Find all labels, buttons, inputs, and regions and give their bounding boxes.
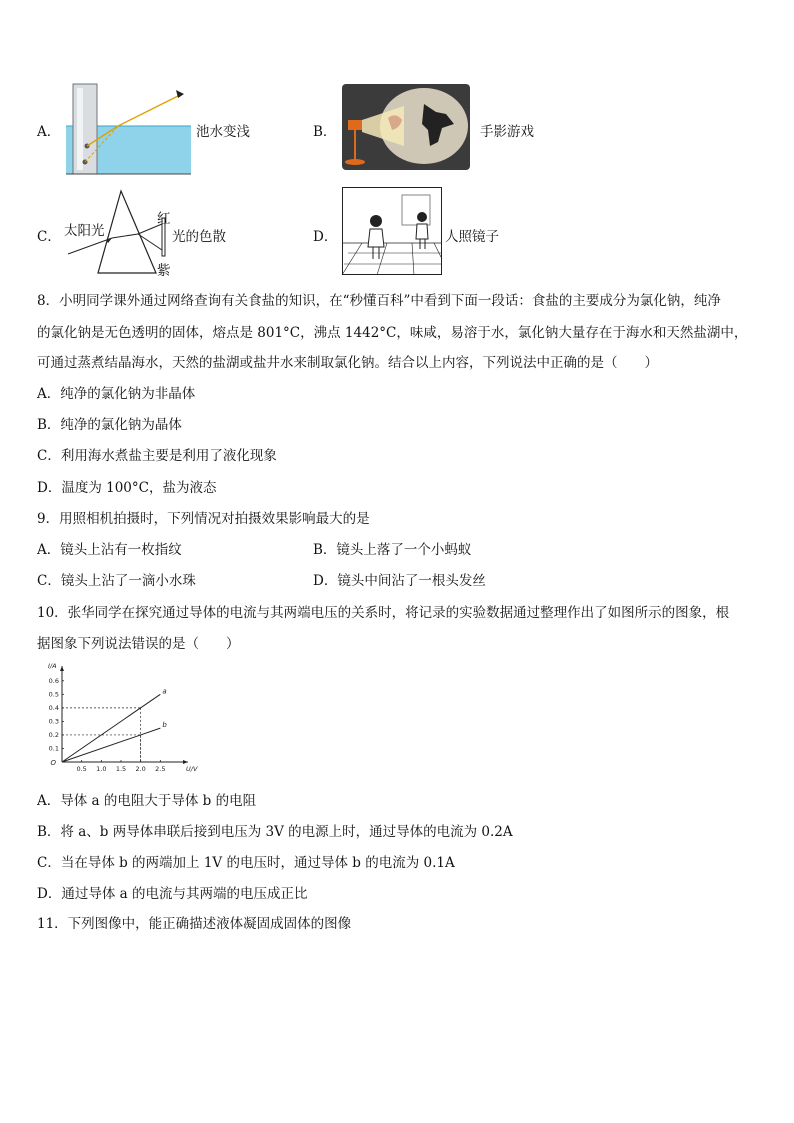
x-axis-label: U/V [186, 765, 198, 773]
violet-label: 紫 [157, 263, 171, 279]
y-tick-label: 0.5 [48, 690, 59, 699]
q10-option-d: D．通过导体 a 的电流与其两端的电压成正比 [37, 886, 308, 902]
option-c-letter: C． [37, 229, 61, 245]
q10-option-b: B．将 a、b 两导体串联后接到电压为 3V 的电源上时，通过导体的电流为 0.2A [37, 824, 513, 840]
x-tick-label: 1.0 [96, 765, 107, 773]
q10-option-c: C．当在导体 b 的两端加上 1V 的电压时，通过导体 b 的电流为 0.1A [37, 855, 455, 871]
series-label-a: a [162, 687, 167, 696]
sunlight-label: 太阳光 [64, 223, 105, 239]
q10-stem-line-1: 10．张华同学在探究通过导体的电流与其两端电压的关系时，将记录的实验数据通过整理作出了如图所示的图象，根 [37, 605, 730, 621]
y-axis-label: I/A [48, 662, 57, 670]
series-line-b [62, 728, 160, 762]
q10-option-a: A．导体 a 的电阻大于导体 b 的电阻 [37, 793, 257, 809]
y-tick-label: 0.2 [48, 730, 59, 739]
q10-stem-line-2: 据图象下列说法错误的是（ ） [37, 636, 240, 652]
q8-option-a: A．纯净的氯化钠为非晶体 [37, 386, 196, 402]
q9-stem: 9．用照相机拍摄时，下列情况对拍摄效果影响最大的是 [37, 511, 370, 527]
x-tick-label: 1.5 [115, 765, 127, 773]
option-d-caption: 人照镜子 [445, 229, 499, 245]
option-a-caption: 池水变浅 [196, 124, 250, 140]
q8-option-c: C．利用海水煮盐主要是利用了液化现象 [37, 448, 277, 464]
q9-option-b: B．镜头上落了一个小蚂蚁 [313, 542, 472, 558]
origin-label: O [50, 759, 56, 767]
option-b-caption: 手影游戏 [480, 124, 534, 140]
x-tick-label: 2.5 [155, 765, 166, 773]
option-a-letter: A． [37, 124, 61, 140]
q9-option-a: A．镜头上沾有一枚指纹 [37, 542, 182, 558]
y-axis-arrow [60, 666, 64, 671]
red-label: 红 [157, 211, 171, 227]
option-c-caption: 光的色散 [172, 229, 226, 245]
x-tick-label: 0.5 [76, 765, 87, 773]
q9-option-d: D．镜头中间沾了一根头发丝 [313, 573, 486, 589]
q8-stem-line-3: 可通过蒸煮结晶海水，天然的盐湖或盐井水来制取氯化钠。结合以上内容，下列说法中正确的是（ ） [37, 355, 658, 371]
series-label-b: b [162, 721, 167, 730]
hand-shadow-illustration [342, 84, 470, 170]
current-voltage-chart [40, 664, 200, 778]
option-b-letter: B． [313, 124, 337, 140]
y-tick-label: 0.1 [48, 744, 59, 753]
q8-stem-line-1: 8．小明同学课外通过网络查询有关食盐的知识，在“秒懂百科”中看到下面一段话：食盐的主要成分为氯化钠，纯净 [37, 293, 721, 309]
q8-stem-line-2: 的氯化钠是无色透明的固体，熔点是 801°C，沸点 1442°C，味咸，易溶于水，氯化钠大量存在于海水和天然盐湖中， [37, 325, 748, 341]
q8-option-b: B．纯净的氯化钠为晶体 [37, 417, 182, 433]
pool-refraction-illustration [66, 84, 191, 176]
option-d-letter: D． [313, 229, 338, 245]
q8-option-d: D．温度为 100°C，盐为液态 [37, 480, 217, 496]
y-tick-label: 0.6 [48, 676, 59, 685]
series-line-a [62, 694, 160, 762]
q11-stem: 11．下列图像中，能正确描述液体凝固成固体的图像 [37, 916, 352, 932]
y-tick-label: 0.4 [48, 703, 59, 712]
x-axis-arrow [183, 760, 188, 764]
x-tick-label: 2.0 [135, 765, 146, 773]
mirror-reflection-illustration [342, 187, 442, 275]
q9-option-c: C．镜头上沾了一滴小水珠 [37, 573, 196, 589]
y-tick-label: 0.3 [48, 717, 59, 726]
